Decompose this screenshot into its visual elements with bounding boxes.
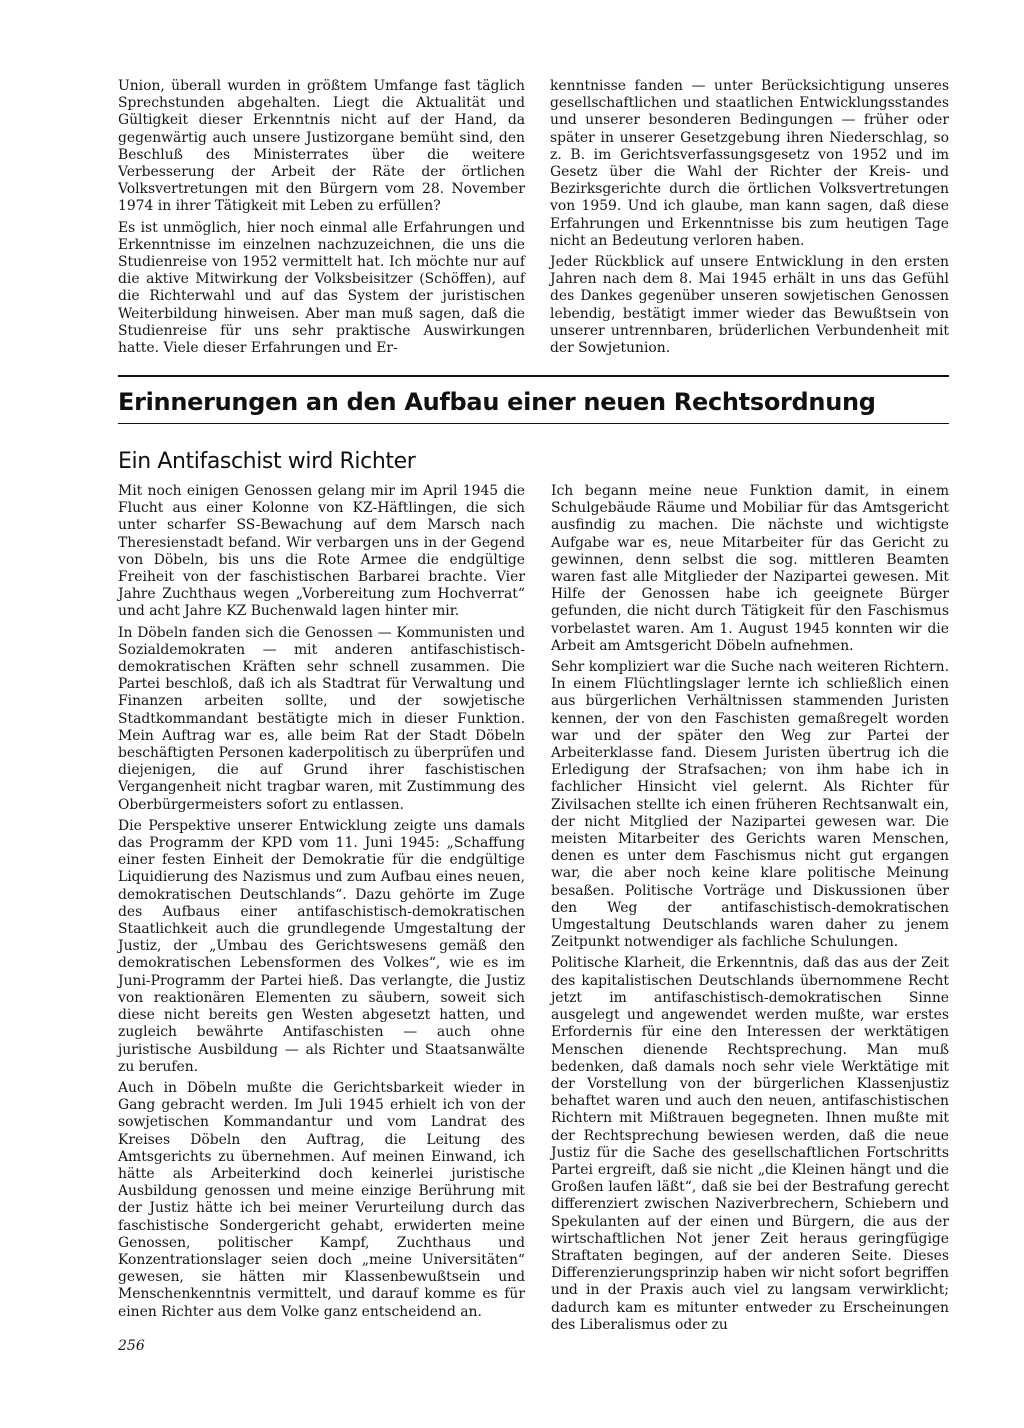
paragraph: Mit noch einigen Genossen gelang mir im April 1945 die Flucht aus einer Kolonne von KZ-Häftlingen, die sich unter scharfer SS-Bewachung auf dem Marsch nach Theresienstadt befand. Wir verbargen uns in der Gegend von Döbeln, bis uns die Rote Armee die endgültige Freiheit von der faschistischen Barbarei brachte. Vier Jahre Zuchthaus wegen „Vorbereitung zum Hochverrat“ und acht Jahre KZ Buchenwald lagen hinter mir. xyxy=(118,483,525,620)
paragraph: Union, überall wurden in größtem Umfange fast täglich Sprechstunden abgehalten. Liegt die Aktualität und Gültigkeit dieser Erkenntnis nicht auf der Hand, da gegenwärtig auch unsere Justizorgane bemüht sind, den Beschluß des Ministerrates über die weitere Verbesserung der Arbeit der Räte der örtlichen Volksvertretungen mit den Bürgern vom 28. November 1974 in ihrer Tätigkeit mit Leben zu erfüllen? xyxy=(118,78,525,215)
paragraph: In Döbeln fanden sich die Genossen — Kommunisten und Sozialdemokraten — mit anderen antifaschistisch-demokratischen Kräften sehr schnell zusammen. Die Partei beschloß, daß ich als Stadtrat für Verwaltung und Finanzen arbeiten sollte, und der sowjetische Stadtkommandant bestätigte mich in dieser Funktion. Mein Auftrag war es, alle beim Rat der Stadt Döbeln beschäftigten Personen kaderpolitisch zu überprüfen und diejenigen, die auf Grund ihrer faschistischen Vergangenheit nicht tragbar waren, mit Zustimmung des Oberbürgermeisters sofort zu entlassen. xyxy=(118,624,525,813)
top-right-column xyxy=(550,78,949,361)
paragraph: Jeder Rückblick auf unsere Entwicklung in den ersten Jahren nach dem 8. Mai 1945 erhält in uns das Gefühl des Dankes gegenüber unseren sowjetischen Genossen lebendig, bestätigt immer wieder das Bewußtsein von unserer untrennbaren, brüderlichen Verbundenheit mit der Sowjetunion. xyxy=(550,254,949,357)
paragraph: Die Perspektive unserer Entwicklung zeigte uns damals das Programm der KPD vom 11. Juni 1945: „Schaffung einer festen Einheit der Demokratie für die endgültige Liquidierung des Nazismus und zum Aufbau eines neuen, demokratischen Deutschlands“. Dazu gehörte im Zuge des Aufbaus einer antifaschistisch-demokratischen Staatlichkeit auch die grundlegende Umgestaltung der Justiz, der „Umbau des Gerichtswesens gemäß den demokratischen Lebensformen des Volkes“, wie es im Juni-Programm der Partei hieß. Das verlangte, die Justiz von reaktionären Elementen zu säubern, soweit sich diese nicht bereits gen Westen abgesetzt hatten, und zugleich bewährte Antifaschisten — auch ohne juristische Ausbildung — als Richter und Staatsanwälte zu berufen. xyxy=(118,817,525,1075)
paragraph: Politische Klarheit, die Erkenntnis, daß das aus der Zeit des kapitalistischen Deutschlands übernommene Recht jetzt im antifaschistisch-demokratischen Sinne ausgelegt und angewendet werden mußte, war erstes Erfordernis für eine den Interessen der werktätigen Menschen dienende Rechtsprechung. Man muß bedenken, daß damals noch sehr viele Werktätige mit der Vorstellung von der bürgerlichen Klassenjustiz behaftet waren und auch den neuen, antifaschistischen Richtern mit Mißtrauen begegneten. Ihnen mußte mit der Rechtsprechung bewiesen werden, daß die neue Justiz für die Sache des gesellschaftlichen Fortschritts Partei ergreift, daß sie nicht „die Kleinen hängt und die Großen laufen läßt“, daß sie bei der Bestrafung gerecht differenziert zwischen Naziverbrechern, Schiebern und Spekulanten auf der einen und Bürgern, die aus der wirtschaftlichen Not jener Zeit heraus geringfügige Straftaten begingen, auf der anderen Seite. Dieses Differenzierungsprinzip haben wir nicht sofort begriffen und in der Praxis auch viel zu langsam verwirklicht; dadurch kam es mitunter entweder zu Erscheinungen des Liberalismus oder zu xyxy=(551,955,949,1333)
paragraph: Ich begann meine neue Funktion damit, in einem Schulgebäude Räume und Mobiliar für das Amtsgericht ausfindig zu machen. Die nächste und wichtigste Aufgabe war es, neue Mitarbeiter für das Gericht zu gewinnen, denn selbst die sog. mittleren Beamten waren fast alle Mitglieder der Nazipartei gewesen. Mit Hilfe der Genossen habe ich geeignete Bürger gefunden, die nicht durch Tätigkeit für den Faschismus vorbelastet waren. Am 1. August 1945 konnten wir die Arbeit am Amtsgericht Döbeln aufnehmen. xyxy=(551,483,949,654)
paragraph: kenntnisse fanden — unter Berücksichtigung unseres gesellschaftlichen und staatlichen Entwicklungsstandes und unserer besonderen Bedingungen — früher oder später in unserer Gesetzgebung ihren Niederschlag, so z. B. im Gerichtsverfassungsgesetz von 1952 und im Gesetz über die Wahl der Richter der Kreis- und Bezirksgerichte durch die örtlichen Volksvertretungen von 1959. Und ich glaube, man kann sagen, daß diese Erfahrungen und Erkenntnisse bis zum heutigen Tage nicht an Bedeutung verloren haben. xyxy=(550,78,949,249)
section-rule-top xyxy=(118,375,949,377)
paragraph: Auch in Döbeln mußte die Gerichtsbarkeit wieder in Gang gebracht werden. Im Juli 1945 erhielt ich von der sowjetischen Kommandantur und vom Landrat des Kreises Döbeln den Auftrag, die Leitung des Amtsgerichts zu übernehmen. Auf meinen Einwand, ich hätte als Arbeiterkind doch keinerlei juristische Ausbildung genossen und meine einzige Berührung mit der Justiz hätte ich bei meiner Verurteilung durch das faschistische Sondergericht gehabt, erwiderten meine Genossen, politischer Kampf, Zuchthaus und Konzentrationslager seien doch „meine Universitäten“ gewesen, sie hätten mir Klassenbewußtsein und Menschenkenntnis vermittelt, und darauf komme es für einen Richter aus dem Volke ganz entscheidend an. xyxy=(118,1079,525,1320)
section-title: Erinnerungen an den Aufbau einer neuen Rechtsordnung xyxy=(118,388,876,416)
article-title: Ein Antifaschist wird Richter xyxy=(118,449,416,474)
paragraph: Sehr kompliziert war die Suche nach weiteren Richtern. In einem Flüchtlingslager lernte ich schließlich einen aus bürgerlichen Verhältnissen stammenden Juristen kennen, der von den Faschisten gemaßregelt worden war und der später den Weg zur Partei der Arbeiterklasse fand. Diesem Juristen übertrug ich die Erledigung der Strafsachen; von ihm habe ich in fachlicher Hinsicht viel gelernt. Als Richter für Zivilsachen stellte ich einen früheren Rechtsanwalt ein, der nicht Mitglied der Nazipartei gewesen war. Die meisten Mitarbeiter des Gerichts waren Menschen, denen es unter dem Faschismus nicht gut ergangen war, die aber noch keine klare politische Meinung besaßen. Politische Vorträge und Diskussionen über den Weg der antifaschistisch-demokratischen Umgestaltung Deutschlands waren daher zu jenem Zeitpunkt notwendiger als fachliche Schulungen. xyxy=(551,659,949,951)
bottom-left-column xyxy=(118,483,525,1325)
paragraph: Es ist unmöglich, hier noch einmal alle Erfahrungen und Erkenntnisse im einzelnen nachzuzeichnen, die uns die Studienreise von 1952 vermittelt hat. Ich möchte nur auf die aktive Mitwirkung der Volksbeisitzer (Schöffen), auf die Richterwahl und auf das System der juristischen Weiterbildung hinweisen. Aber man muß sagen, daß die Studienreise für uns sehr praktische Auswirkungen hatte. Viele dieser Erfahrungen und Er- xyxy=(118,219,525,357)
top-left-column xyxy=(118,78,525,361)
bottom-right-column xyxy=(551,483,949,1338)
page-number: 256 xyxy=(118,1338,145,1354)
section-rule-bottom xyxy=(118,423,949,424)
